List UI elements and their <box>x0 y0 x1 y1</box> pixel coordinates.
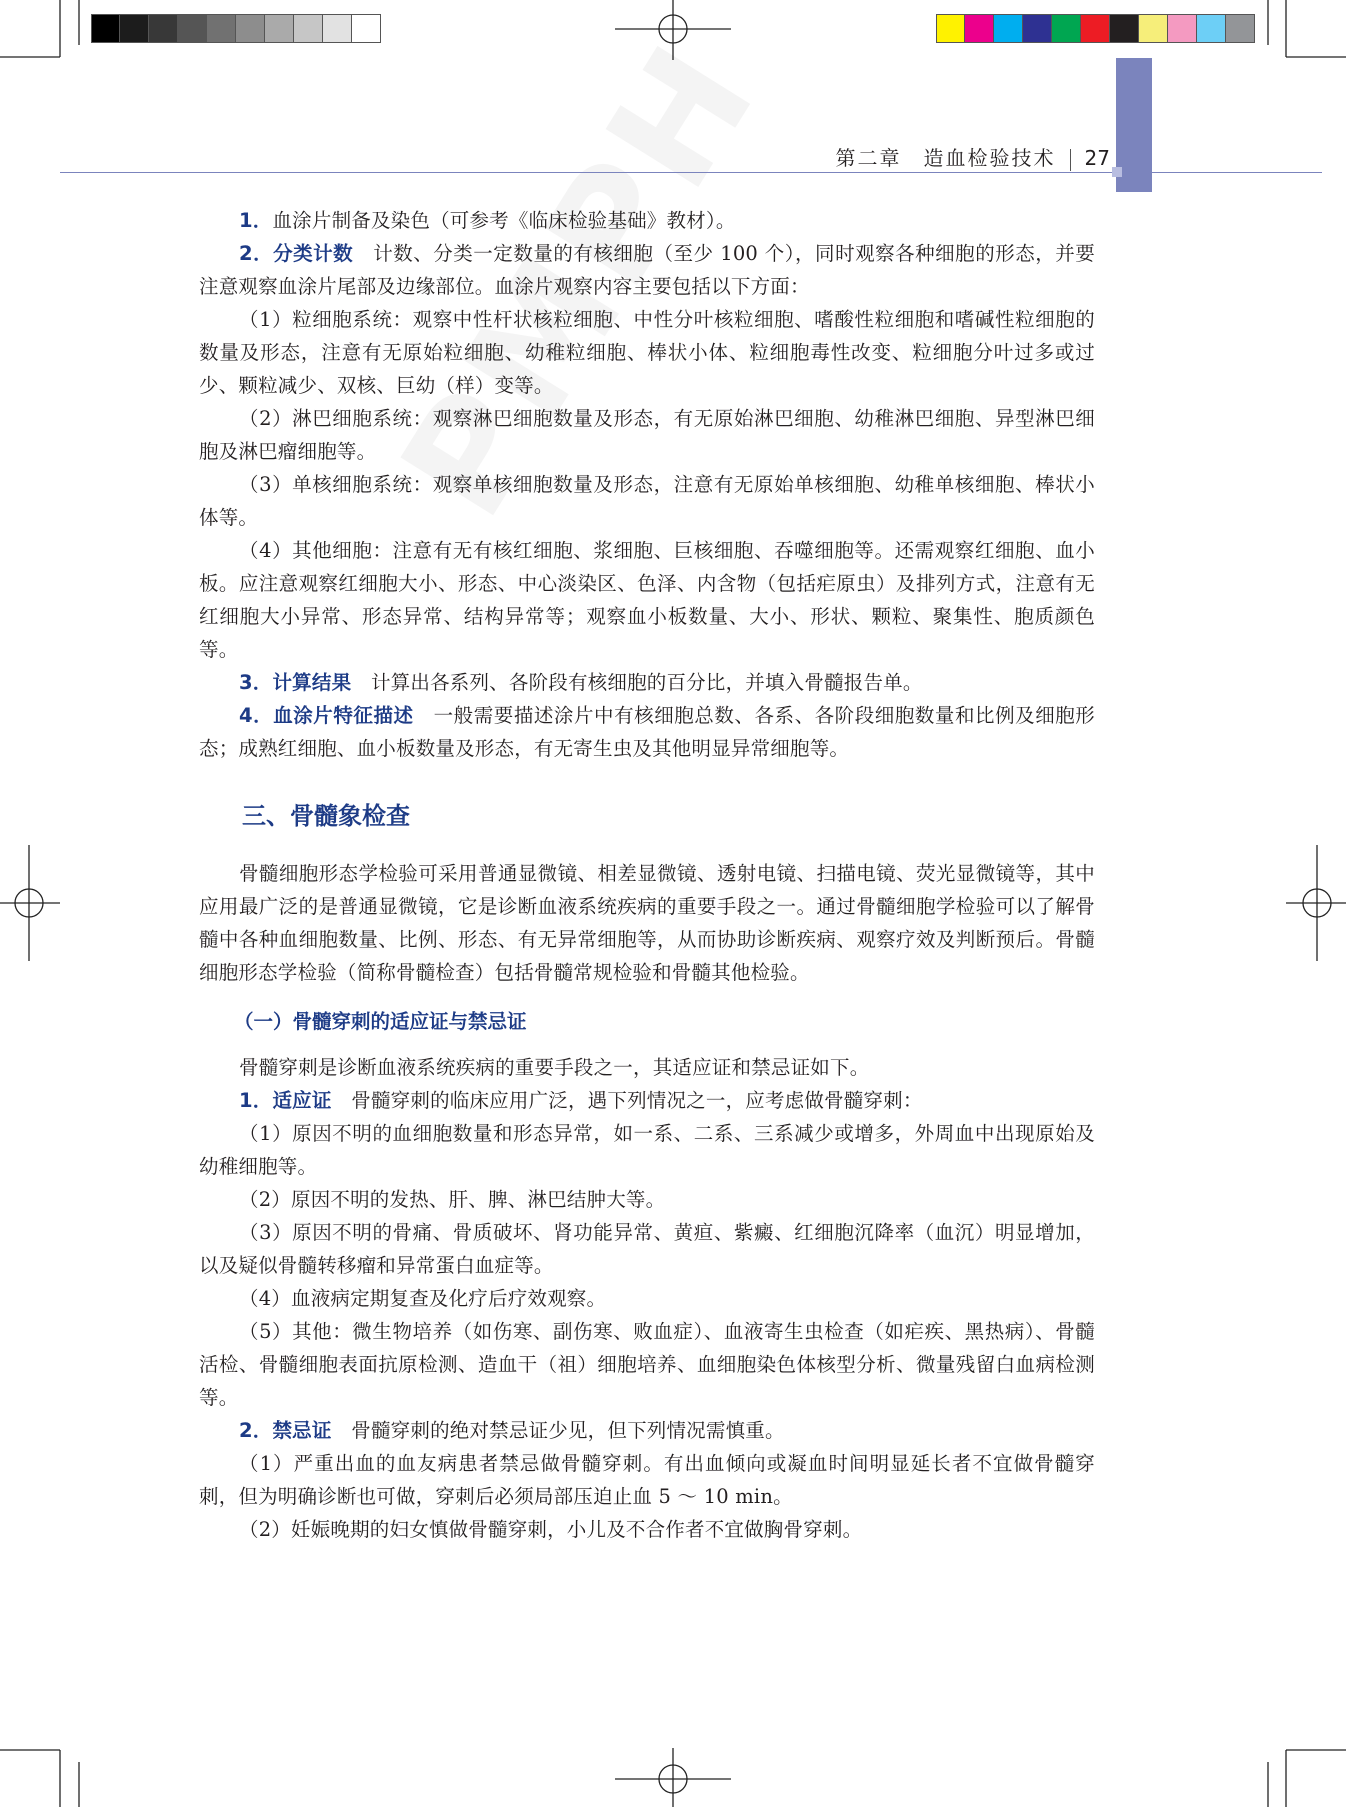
paragraph-heading <box>239 671 351 694</box>
paragraph-text: 一般需要描述涂片中有核细胞总数、各系、各阶段细胞数量和比例及细胞形态；成熟红细胞、血小板数量及形态，有无寄生虫及其他明显异常细胞等。 <box>199 704 1096 760</box>
item-number: 4． <box>239 704 274 727</box>
paragraph <box>199 1117 1095 1183</box>
item-number: 1． <box>239 1089 273 1112</box>
paragraph-heading <box>239 1089 332 1112</box>
item-title: 适应证 <box>272 1089 332 1112</box>
paragraph-text: （1）原因不明的血细胞数量和形态异常，如一系、二系、三系减少或增多，外周血中出现原始及幼稚细胞等。 <box>199 1122 1095 1178</box>
item-title: 禁忌证 <box>272 1419 332 1442</box>
paragraph-text: （1）粒细胞系统：观察中性杆状核粒细胞、中性分叶核粒细胞、嗜酸性粒细胞和嗜碱性粒细胞的数量及形态，注意有无原始粒细胞、幼稚粒细胞、棒状小体、粒细胞毒性改变、粒细胞分叶过多或过少、颗粒减少、双核、巨幼（样）变等。 <box>199 308 1095 397</box>
paragraph-heading <box>239 209 272 232</box>
paragraph <box>199 1315 1095 1414</box>
paragraph-heading <box>239 242 353 265</box>
paragraph <box>199 1447 1095 1513</box>
paragraph-heading <box>239 704 414 727</box>
subsection-title: （一）骨髓穿刺的适应证与禁忌证 <box>234 1010 527 1033</box>
page-number: 27 <box>1084 146 1110 170</box>
paragraph <box>199 1183 1095 1216</box>
paragraph-text: （4）血液病定期复查及化疗后疗效观察。 <box>239 1287 607 1310</box>
section-intro: 骨髓细胞形态学检验可采用普通显微镜、相差显微镜、透射电镜、扫描电镜、荧光显微镜等，其中应用最广泛的是普通显微镜，它是诊断血液系统疾病的重要手段之一。通过骨髓细胞学检验可以了解骨髓中各种血细胞数量、比例、形态、有无异常细胞等，从而协助诊断疾病、观察疗效及判断预后。骨髓细胞形态学检验（简称骨髓检查）包括骨髓常规检验和骨髓其他检验。 <box>199 862 1095 984</box>
paragraph-text: （3）单核细胞系统：观察单核细胞数量及形态，注意有无原始单核细胞、幼稚单核细胞、棒状小体等。 <box>199 473 1095 529</box>
paragraph <box>199 534 1095 666</box>
paragraph-text: 计数、分类一定数量的有核细胞（至少 100 个），同时观察各种细胞的形态，并要注意观察血涂片尾部及边缘部位。血涂片观察内容主要包括以下方面： <box>199 242 1095 298</box>
paragraph-text: （3）原因不明的骨痛、骨质破坏、肾功能异常、黄疸、紫癜、红细胞沉降率（血沉）明显增加，以及疑似骨髓转移瘤和异常蛋白血症等。 <box>199 1221 1095 1277</box>
paragraph <box>199 1051 1095 1084</box>
paragraph-text: 计算出各系列、各阶段有核细胞的百分比，并填入骨髓报告单。 <box>351 671 923 694</box>
paragraph <box>199 1216 1095 1282</box>
paragraph <box>199 1513 1095 1546</box>
section-title: 三、骨髓象检查 <box>242 801 410 830</box>
paragraph-text: 血涂片制备及染色（可参考《临床检验基础》教材）。 <box>272 209 736 232</box>
paragraph <box>199 402 1095 468</box>
paragraph <box>199 699 1095 765</box>
paragraph-heading <box>239 1419 332 1442</box>
chapter-title: 第二章 造血检验技术 <box>835 146 1056 170</box>
blood-smear-paragraphs <box>199 204 1095 765</box>
item-number: 3． <box>239 671 273 694</box>
item-title: 分类计数 <box>273 242 354 265</box>
paragraph-text: （2）妊娠晚期的妇女慎做骨髓穿刺，小儿及不合作者不宜做胸骨穿刺。 <box>239 1518 863 1541</box>
paragraph-text: （1）严重出血的血友病患者禁忌做骨髓穿刺。有出血倾向或凝血时间明显延长者不宜做骨髓穿刺，但为明确诊断也可做，穿刺后必须局部压迫止血 5 ～ 10 min。 <box>199 1452 1095 1508</box>
marrow-puncture-paragraphs <box>199 1051 1095 1546</box>
header-divider <box>1070 149 1071 171</box>
paragraph <box>199 468 1095 534</box>
paragraph <box>199 303 1095 402</box>
paragraph <box>199 1282 1095 1315</box>
paragraph <box>199 1414 1095 1447</box>
paragraph-text: 骨髓穿刺的临床应用广泛，遇下列情况之一，应考虑做骨髓穿刺： <box>331 1089 923 1112</box>
item-number: 2． <box>239 1419 273 1442</box>
item-number: 2． <box>239 242 274 265</box>
paragraph-text: （4）其他细胞：注意有无有核红细胞、浆细胞、巨核细胞、吞噬细胞等。还需观察红细胞、血小板。应注意观察红细胞大小、形态、中心淡染区、色泽、内含物（包括疟原虫）及排列方式，注意有无红细胞大小异常、形态异常、结构异常等；观察血小板数量、大小、形状、颗粒、聚集性、胞质颜色等。 <box>199 539 1095 661</box>
paragraph <box>199 666 1095 699</box>
paragraph <box>199 204 1095 237</box>
header-rule-marker <box>1112 167 1122 177</box>
paragraph-text: （2）原因不明的发热、肝、脾、淋巴结肿大等。 <box>239 1188 666 1211</box>
paragraph-text: （2）淋巴细胞系统：观察淋巴细胞数量及形态，有无原始淋巴细胞、幼稚淋巴细胞、异型淋巴细胞及淋巴瘤细胞等。 <box>199 407 1095 463</box>
item-title: 血涂片特征描述 <box>273 704 414 727</box>
running-header <box>760 142 1110 171</box>
item-title: 计算结果 <box>272 671 352 694</box>
paragraph-text: 骨髓穿刺是诊断血液系统疾病的重要手段之一，其适应证和禁忌证如下。 <box>239 1056 870 1079</box>
paragraph <box>199 237 1095 303</box>
paragraph <box>199 1084 1095 1117</box>
header-rule <box>60 172 1322 173</box>
paragraph-text: 骨髓穿刺的绝对禁忌证少见，但下列情况需慎重。 <box>331 1419 785 1442</box>
paragraph-text: （5）其他：微生物培养（如伤寒、副伤寒、败血症）、血液寄生虫检查（如疟疾、黑热病）、骨髓活检、骨髓细胞表面抗原检测、造血干（祖）细胞培养、血细胞染色体核型分析、微量残留白血病检测等。 <box>199 1320 1095 1409</box>
item-number: 1． <box>239 209 273 232</box>
page-body <box>199 204 1095 1546</box>
